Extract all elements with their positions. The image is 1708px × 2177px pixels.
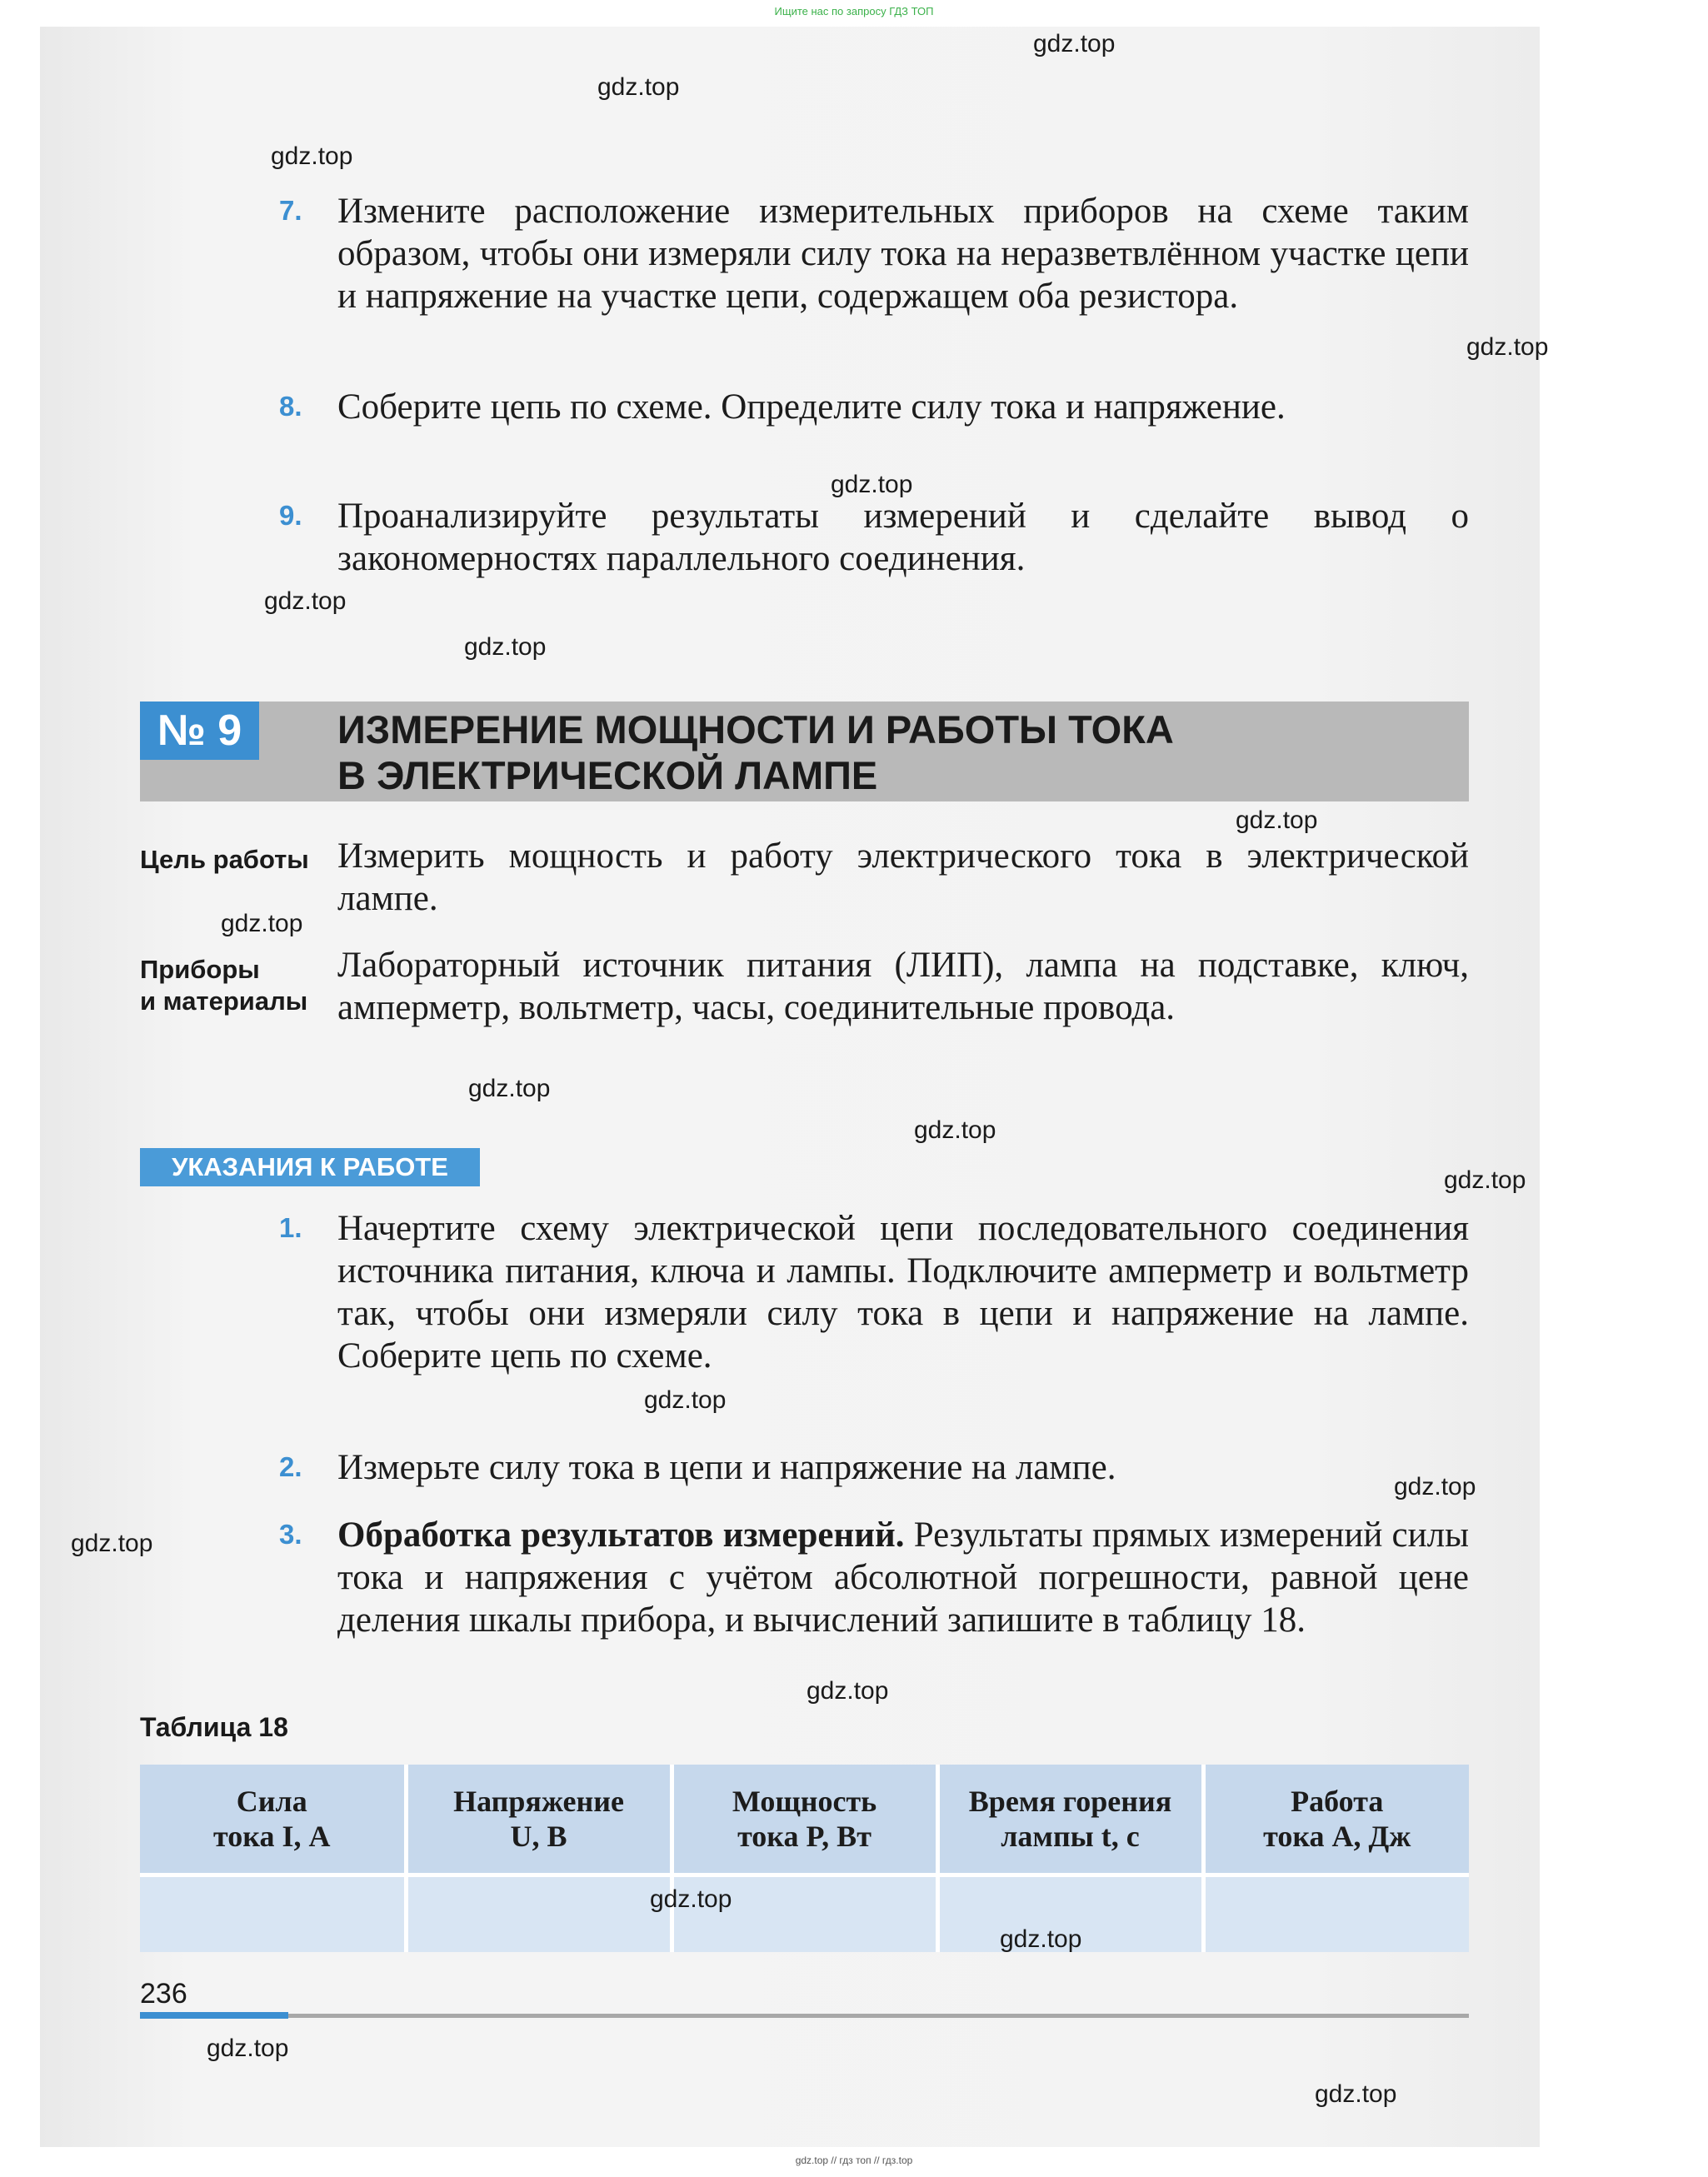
step-text: Соберите цепь по схеме. Определите силу тока и напряжение.: [337, 387, 1286, 427]
data-table: [140, 1765, 1469, 1952]
watermark: gdz.top: [644, 1386, 727, 1414]
step-text: Проанализируйте результаты измерений и сделайте вывод о закономерностях параллельного соединения.: [337, 497, 1469, 578]
step-text: Измените расположение измерительных приборов на схеме таким образом, чтобы они измеряли силу тока на неразветвлённом участке цепи и напряжение на участке цепи, содержащем оба резистора.: [337, 192, 1469, 316]
step-number: 9.: [279, 500, 302, 531]
footer-rule: [140, 2014, 1469, 2018]
step-text: Измерьте силу тока в цепи и напряжение на лампе.: [337, 1448, 1116, 1487]
watermark: gdz.top: [831, 471, 913, 498]
table-header-work: Работа тока A, Дж: [1203, 1765, 1469, 1875]
footer-note: gdz.top // гдз топ // гдз.top: [795, 2155, 913, 2166]
footer-rule-accent: [140, 2012, 288, 2019]
watermark: gdz.top: [207, 2035, 289, 2062]
watermark: gdz.top: [650, 1885, 732, 1913]
step-7: [279, 190, 1469, 317]
lab-number-badge: № 9: [140, 702, 259, 760]
table-cell: [140, 1875, 406, 1953]
step-2: [279, 1446, 1469, 1489]
watermark: gdz.top: [264, 587, 347, 615]
equipment-label-line-1: Приборы: [140, 955, 260, 984]
lab-title: [337, 707, 1174, 798]
step-8: [279, 386, 1469, 428]
equipment-text: Лабораторный источник питания (ЛИП), лампа на подставке, ключ, амперметр, вольтметр, часы, соединительные провода.: [337, 946, 1469, 1027]
step-bold-lead: Обработка результатов измерений.: [337, 1515, 905, 1555]
table-row: [140, 1875, 1469, 1953]
table-header-power: Мощность тока P, Вт: [672, 1765, 937, 1875]
table-header-current: Сила тока I, А: [140, 1765, 406, 1875]
watermark: gdz.top: [71, 1530, 153, 1557]
step-number: 2.: [279, 1451, 302, 1482]
table-cell: [406, 1875, 672, 1953]
watermark: gdz.top: [807, 1677, 889, 1705]
watermark: gdz.top: [1394, 1473, 1476, 1500]
watermark: gdz.top: [1444, 1166, 1526, 1194]
goal-label: Цель работы: [140, 845, 309, 874]
lab-title-line-2: В ЭЛЕКТРИЧЕСКОЙ ЛАМПЕ: [337, 753, 878, 797]
header-note: Ищите нас по запросу ГДЗ ТОП: [774, 5, 934, 17]
watermark: gdz.top: [1236, 806, 1318, 834]
step-9: [279, 495, 1469, 580]
watermark: gdz.top: [1033, 30, 1116, 57]
step-rest: Результаты прямых измерений силы тока и напряжения с учётом абсолютной погрешности, равной цене деления шкалы прибора, и вычислений запишите в таблицу 18.: [337, 1515, 1469, 1640]
watermark: gdz.top: [1315, 2080, 1397, 2108]
step-3: [279, 1514, 1469, 1641]
watermark: gdz.top: [1466, 333, 1549, 361]
watermark: gdz.top: [221, 910, 303, 937]
page-number: 236: [140, 1978, 187, 2010]
instructions-header: УКАЗАНИЯ К РАБОТЕ: [140, 1148, 480, 1186]
watermark: gdz.top: [271, 142, 353, 170]
step-text: [337, 1514, 1469, 1641]
step-number: 7.: [279, 195, 302, 226]
watermark: gdz.top: [468, 1075, 551, 1102]
table-header-voltage: Напряжение U, В: [406, 1765, 672, 1875]
table-header-time: Время горения лампы t, с: [937, 1765, 1203, 1875]
step-number: 1.: [279, 1212, 302, 1243]
watermark: gdz.top: [597, 73, 680, 101]
table-caption: Таблица 18: [140, 1712, 288, 1742]
watermark: gdz.top: [1000, 1925, 1082, 1953]
lab-title-line-1: ИЗМЕРЕНИЕ МОЩНОСТИ И РАБОТЫ ТОКА: [337, 707, 1174, 751]
step-1: [279, 1207, 1469, 1377]
table-cell: [1203, 1875, 1469, 1953]
goal-text: Измерить мощность и работу электрического тока в электрической лампе.: [337, 836, 1469, 918]
equipment-label-line-2: и материалы: [140, 986, 308, 1016]
step-number: 3.: [279, 1519, 302, 1550]
step-text: Начертите схему электрической цепи последовательного соединения источника питания, ключа и лампы. Подключите амперметр и вольтметр так, чтобы они измеряли силу тока в цепи и напряжение на лампе. Соберите цепь по схеме.: [337, 1209, 1469, 1376]
step-number: 8.: [279, 391, 302, 422]
watermark: gdz.top: [464, 633, 547, 661]
equipment-label: [140, 954, 307, 1017]
watermark: gdz.top: [914, 1116, 996, 1144]
